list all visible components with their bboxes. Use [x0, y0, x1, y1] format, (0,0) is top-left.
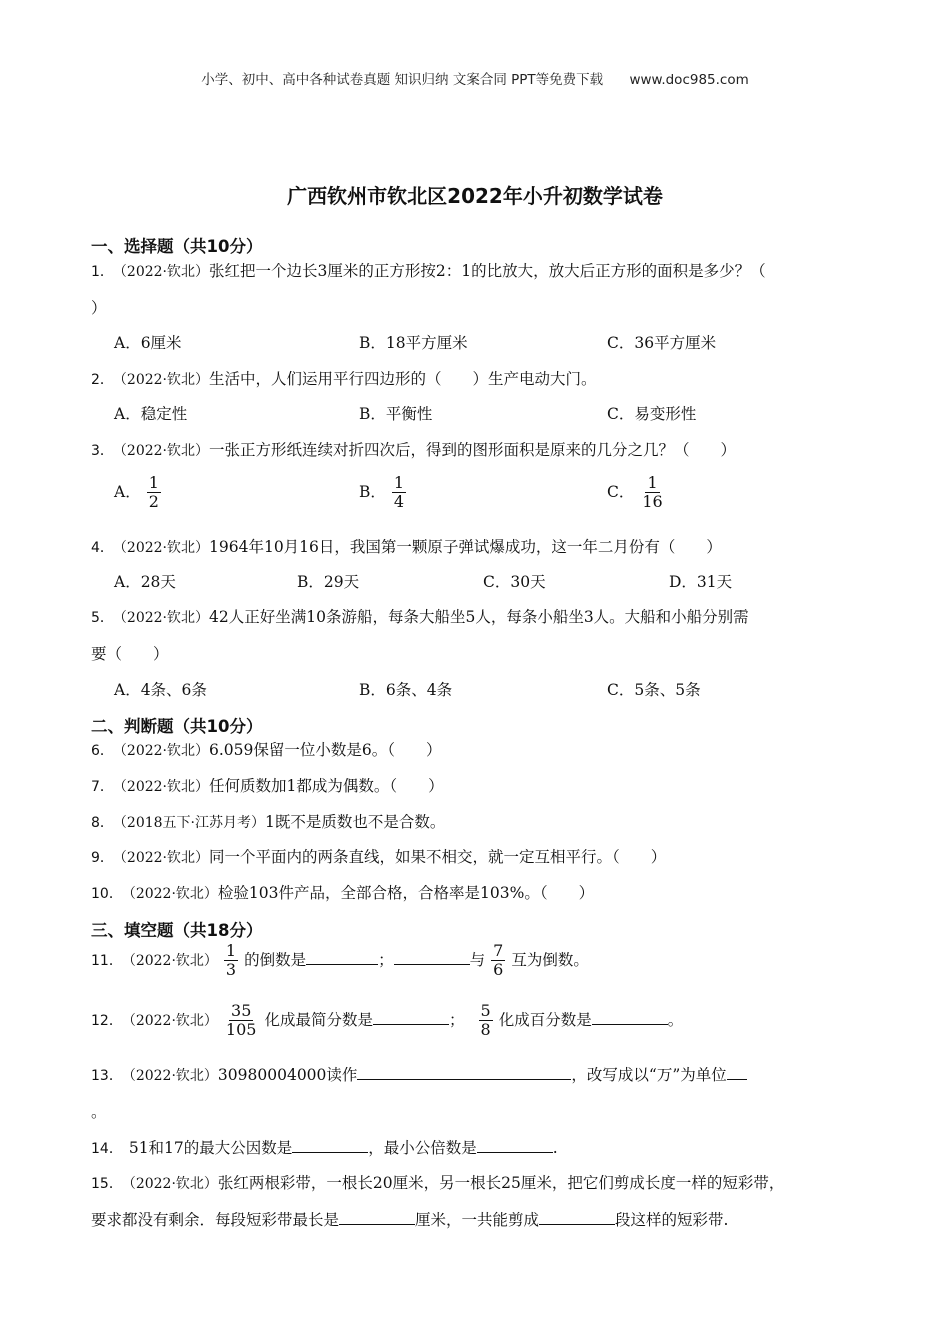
question-text: ； [378, 950, 394, 969]
question-number: 1． [91, 264, 114, 280]
option-label: A． [114, 482, 141, 501]
question-source: （2022·钦北） [119, 443, 210, 459]
question-source: （2018五下·江苏月考） [119, 815, 266, 831]
numerator: 35 [231, 1001, 252, 1020]
question-text: 厘米，一共能剪成 [415, 1211, 540, 1229]
question-number: 10． [91, 886, 123, 902]
option-c: C．36平方厘米 [607, 334, 717, 352]
answer-blank[interactable] [592, 1008, 668, 1025]
question-number: 9． [91, 850, 114, 866]
question-7 [91, 774, 444, 796]
answer-blank[interactable] [539, 1208, 615, 1225]
question-source: （2022·钦北） [119, 743, 210, 759]
option-a: A．4条、6条 [114, 681, 207, 699]
question-source: （2022·钦北） [128, 1012, 218, 1029]
question-text: . [552, 1139, 558, 1157]
question-number: 6． [91, 743, 114, 759]
question-8 [91, 810, 445, 832]
question-text: 的倒数是 [244, 950, 307, 969]
question-2 [91, 367, 597, 389]
question-9 [91, 845, 666, 867]
question-text: 张红两根彩带，一根长20厘米，另一根长25厘米，把它们剪成长度一样的短彩带， [217, 1174, 785, 1192]
option-label: B． [359, 482, 386, 501]
question-text: 检验103件产品，全部合格，合格率是103%。（ ） [217, 884, 595, 902]
question-text: 6.059保留一位小数是6。（ ） [209, 741, 442, 759]
option-c: C．5条、5条 [607, 681, 701, 699]
question-text: 30980004000读作 [217, 1066, 358, 1084]
header-text: 小学、初中、高中各种试卷真题 知识归纳 文案合同 PPT等免费下载 [201, 72, 604, 88]
denominator: 3 [225, 960, 237, 980]
question-text: 。 [667, 1010, 684, 1029]
option-a: A．6厘米 [114, 334, 182, 352]
page-header [0, 68, 950, 88]
option-c: C．易变形性 [607, 405, 697, 423]
section-fill-heading: 三、填空题（共18分） [91, 921, 263, 940]
question-text: 化成百分数是 [498, 1010, 592, 1029]
answer-blank[interactable] [394, 948, 470, 965]
question-source: （2022·钦北） [119, 850, 210, 866]
denominator: 6 [493, 960, 504, 980]
answer-blank[interactable] [357, 1063, 571, 1080]
question-text: 要求都没有剩余．每段短彩带最长是 [91, 1211, 340, 1229]
option-c [607, 474, 671, 512]
question-number: 15． [91, 1176, 123, 1192]
question-10 [91, 881, 594, 903]
question-source: （2022·钦北） [128, 952, 218, 969]
question-text: 同一个平面内的两条直线，如果不相交，就一定互相平行。（ ） [209, 848, 667, 866]
question-text: 与 [469, 950, 486, 969]
numerator: 1 [647, 473, 658, 492]
question-13 [91, 1063, 747, 1085]
question-number: 4． [91, 540, 114, 556]
question-6 [91, 738, 442, 760]
numerator: 5 [480, 1001, 491, 1020]
page-title: 广西钦州市钦北区2022年小升初数学试卷 [287, 184, 663, 208]
question-12 [91, 1002, 683, 1040]
option-b: B．平衡性 [359, 405, 433, 423]
question-text: 51和17的最大公因数是 [128, 1139, 293, 1157]
question-15-cont [91, 1208, 728, 1230]
question-number: 8． [91, 815, 114, 831]
question-11 [91, 942, 589, 980]
question-text: ，最小公倍数是 [368, 1139, 477, 1157]
question-number: 7． [91, 779, 114, 795]
question-1-cont: ） [91, 299, 107, 317]
question-text: 42人正好坐满10条游船，每条大船坐5人，每条小船坐3人。大船和小船分别需 [209, 608, 749, 626]
option-a: A．28天 [114, 573, 176, 591]
numerator: 1 [148, 473, 159, 492]
question-text: 张红把一个边长3厘米的正方形按2：1的比放大，放大后正方形的面积是多少？（ [209, 262, 766, 280]
question-5-cont: 要（ ） [91, 645, 169, 663]
fraction [224, 1002, 259, 1040]
answer-blank[interactable] [373, 1008, 449, 1025]
question-source: （2022·钦北） [119, 779, 210, 795]
option-c: C．30天 [483, 573, 546, 591]
question-text: 段这样的短彩带. [615, 1211, 729, 1229]
question-number: 5． [91, 610, 114, 626]
numerator: 1 [393, 473, 405, 492]
question-13-cont: 。 [91, 1103, 107, 1121]
question-text: 1既不是质数也不是合数。 [265, 813, 446, 831]
question-text: ； [448, 1010, 465, 1029]
question-text: 1964年10月16日，我国第一颗原子弹试爆成功，这一年二月份有（ ） [209, 538, 722, 556]
question-source: （2022·钦北） [128, 1068, 218, 1084]
question-15 [91, 1171, 784, 1193]
option-b [359, 474, 412, 512]
numerator: 7 [493, 941, 504, 960]
question-number: 13． [91, 1068, 123, 1084]
question-5 [91, 605, 749, 627]
numerator: 1 [225, 941, 237, 960]
section-choice-heading: 一、选择题（共10分） [91, 237, 263, 256]
question-number: 2． [91, 372, 114, 388]
question-source: （2022·钦北） [119, 264, 210, 280]
denominator: 2 [148, 492, 159, 512]
option-label: C． [607, 482, 635, 501]
fraction [147, 474, 161, 512]
question-text: 一张正方形纸连续对折四次后，得到的图形面积是原来的几分之几？（ ） [209, 441, 737, 459]
answer-blank[interactable] [727, 1063, 747, 1080]
question-number: 14． [91, 1141, 123, 1157]
answer-blank[interactable] [306, 948, 378, 965]
fraction [640, 474, 664, 512]
question-4 [91, 535, 722, 557]
question-text: 任何质数加1都成为偶数。（ ） [209, 777, 444, 795]
answer-blank[interactable] [292, 1136, 368, 1153]
header-site: www.doc985.com [629, 72, 749, 88]
denominator: 4 [393, 492, 405, 512]
option-b: B．29天 [297, 573, 360, 591]
question-1 [91, 259, 766, 281]
question-source: （2022·钦北） [128, 886, 218, 902]
denominator: 105 [225, 1020, 257, 1040]
question-text: 生活中，人们运用平行四边形的（ ）生产电动大门。 [209, 370, 597, 388]
question-14 [91, 1136, 558, 1158]
fraction [392, 474, 406, 512]
question-text: 互为倒数。 [511, 950, 589, 969]
denominator: 16 [642, 492, 663, 512]
fraction [491, 942, 505, 980]
question-number: 3． [91, 443, 114, 459]
option-b: B．18平方厘米 [359, 334, 468, 352]
option-d: D．31天 [669, 573, 733, 591]
answer-blank[interactable] [339, 1208, 415, 1225]
option-a: A．稳定性 [114, 405, 188, 423]
fraction [479, 1002, 493, 1040]
question-text: 化成最简分数是 [264, 1010, 373, 1029]
answer-blank[interactable] [477, 1136, 553, 1153]
option-a [114, 474, 167, 512]
option-b: B．6条、4条 [359, 681, 453, 699]
question-number: 11． [91, 952, 123, 969]
section-judge-heading: 二、判断题（共10分） [91, 717, 263, 736]
question-source: （2022·钦北） [119, 540, 210, 556]
fraction [224, 942, 238, 980]
question-source: （2022·钦北） [128, 1176, 218, 1192]
question-text: ，改写成以“万”为单位 [571, 1066, 727, 1084]
question-source: （2022·钦北） [119, 372, 210, 388]
question-3 [91, 438, 736, 460]
question-number: 12． [91, 1012, 123, 1029]
denominator: 8 [480, 1020, 491, 1040]
question-source: （2022·钦北） [119, 610, 210, 626]
